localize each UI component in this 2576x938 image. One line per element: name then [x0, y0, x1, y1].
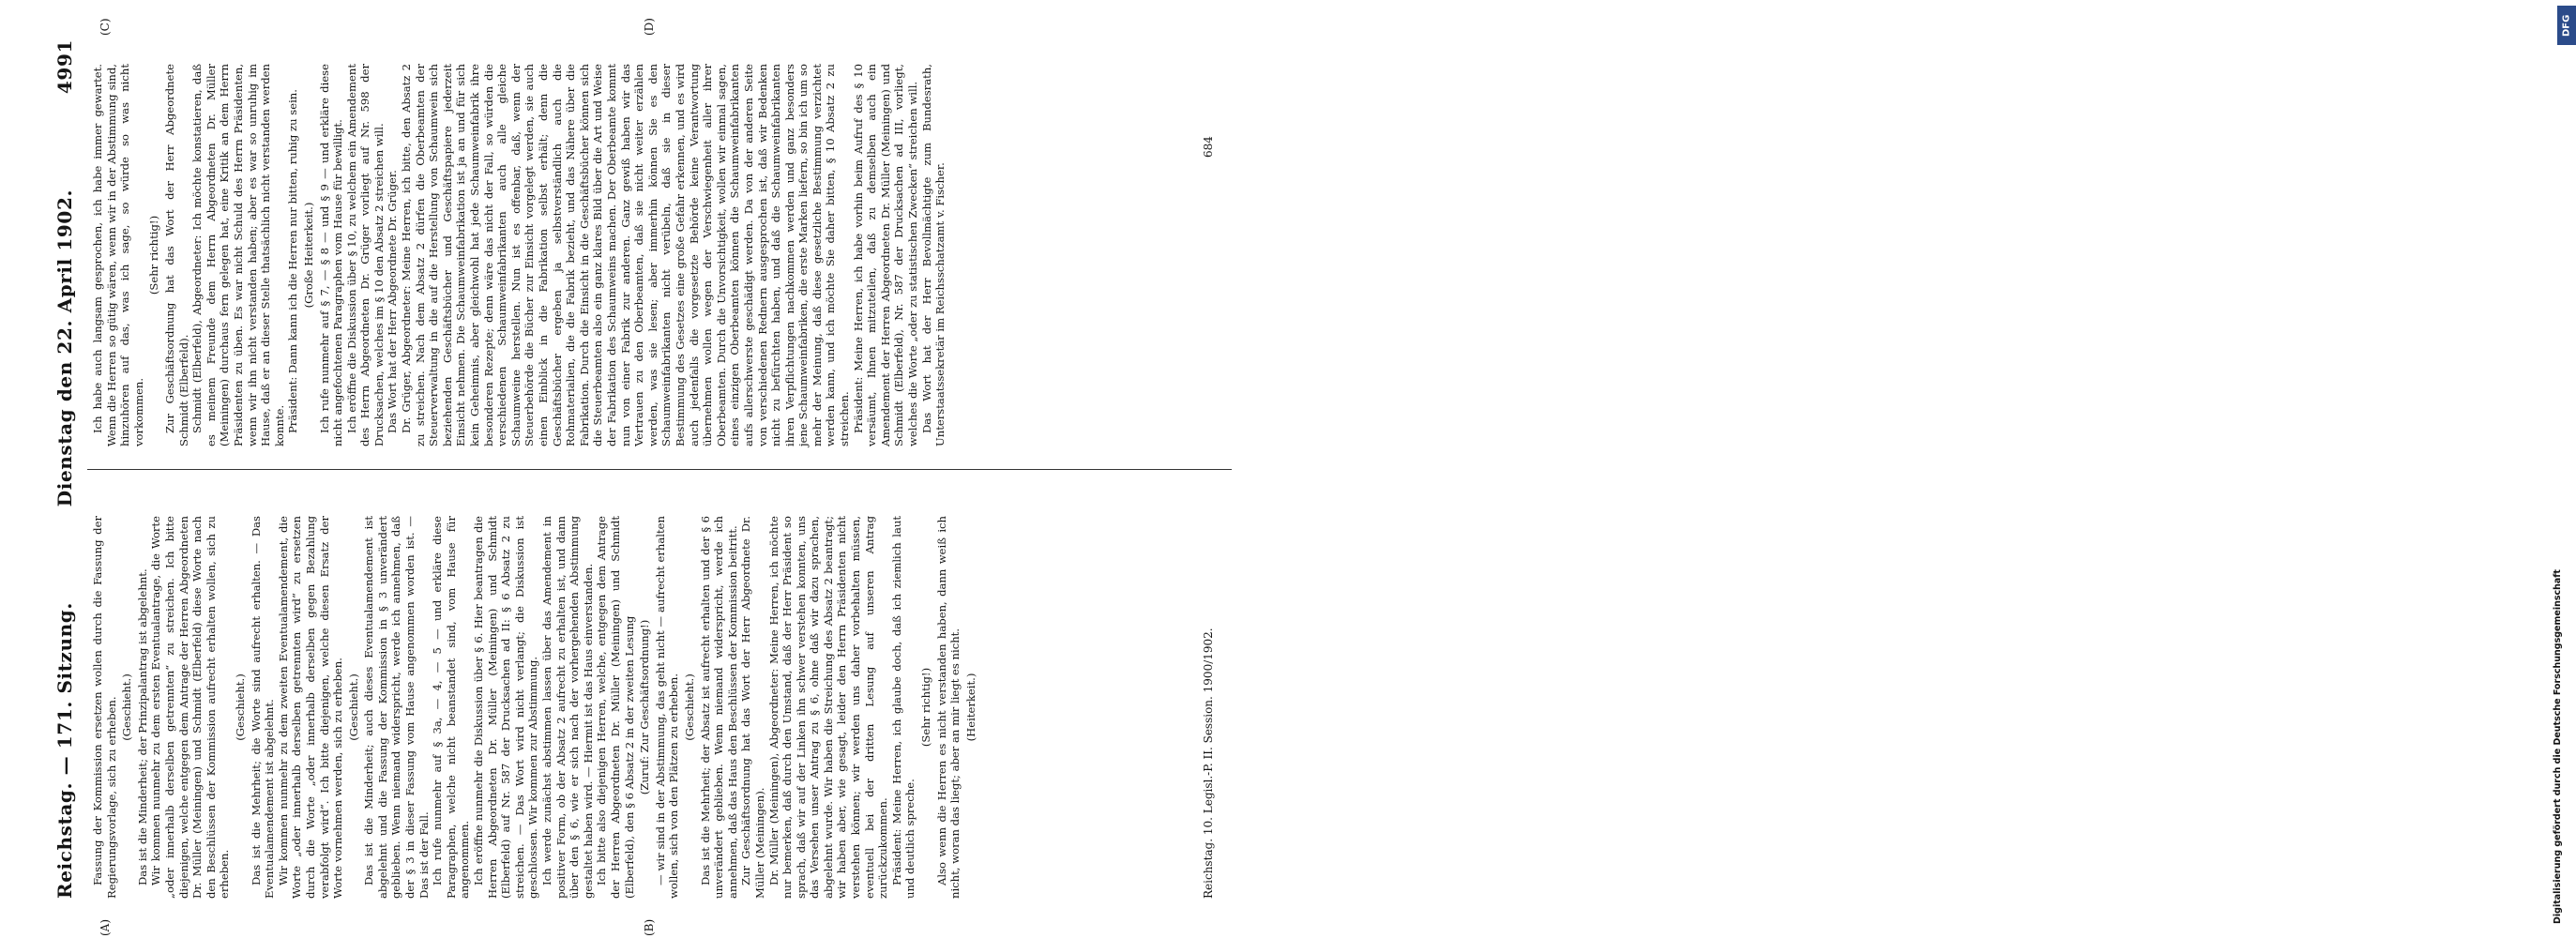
- header-date: Dienstag den 22. April 1902.: [53, 189, 76, 507]
- paragraph: Das ist die Mehrheit; der Absatz ist aufrecht erhalten und der § 6 unverändert geblieben. Wenn niemand widerspricht, werde ich annehmen, daß das Haus den Beschlüssen der Kommission beitritt.: [698, 516, 739, 899]
- paragraph: Ich bitte also diejenigen Herren, welche, entgegen dem Antrage der Herren Abgeordneten Dr. Müller (Meiningen) und Schmidt (Elberfeld), den § 6 Absatz 2 in der zweiten Lesung: [595, 516, 636, 899]
- paragraph: Fassung der Kommission ersetzen wollen durch die Fassung der Regierungsvorlage, sich zu erheben.: [91, 516, 118, 899]
- interjection: (Geschieht.): [346, 673, 360, 741]
- paragraph: Ich eröffne die Diskussion über § 10, zu welchem ein Amendement des Herrn Abgeordneten Dr. Grüger vorliegt auf Nr. 598 der Drucksachen, welches im § 10 den Absatz 2 streichen will.: [344, 64, 386, 446]
- column-divider: [87, 469, 1232, 470]
- margin-marker-c: (C): [98, 18, 112, 36]
- paragraph: Ich habe auch langsam gesprochen, ich habe immer gewartet. Wenn die Herren so gütig wären, wenn wir in der Abstimmung sind, hinzuhören auf das, was ich sage, so würde so was nicht vorkommen.: [91, 64, 145, 446]
- paragraph: Ich rufe nunmehr auf § 7, — § 8 — und § 9 — und erkläre diese nicht angefochtenen Paragraphen vom Hause für bewilligt.: [317, 64, 345, 446]
- paragraph: Das ist die Minderheit; der Prinzipalantrag ist abgelehnt.: [135, 568, 149, 885]
- paragraph: Wir kommen nunmehr zu dem zweiten Eventualamendement, die Worte „oder innerhalb derselben getrennten wird“ zu ersetzen durch die Worte „oder innerhalb derselben gegen Bezahlung verabfolgt wird“. Ich bitte diejenigen, welche diesen Ersatz der Worte vornehmen werden, sich zu erheben.: [276, 516, 345, 899]
- interjection: (Große Heiterkeit.): [301, 202, 315, 309]
- header-left: Reichstag. — 171. Sitzung.: [53, 602, 76, 899]
- left-column: [91, 516, 1184, 899]
- paragraph: Ich eröffne nunmehr die Diskussion über § 6. Hier beantragen die Herren Abgeordneten Dr. Müller (Meiningen) und Schmidt (Elberfeld) auf Nr. 587 der Drucksachen ad II: § 6 Absatz 2 zu streichen. — Das Wort wird nicht verlangt; die Diskussion ist geschlossen. Wir kommen zur Abstimmung.: [472, 516, 540, 899]
- page-header: [42, 39, 76, 899]
- paragraph: — wir sind in der Abstimmung, das geht nicht — aufrecht erhalten wollen, sich von den Plätzen zu erheben.: [653, 516, 681, 899]
- paragraph: Das Wort hat der Herr Abgeordnete Dr. Grüger.: [386, 170, 400, 433]
- paragraph: Präsident: Meine Herren, ich habe vorhin beim Aufruf des § 10 versäumt, Ihnen mitzuteilen, daß zu demselben auch ein Amendement der Herren Abgeordneten Dr. Müller (Meiningen) und Schmidt (Elberfeld), Nr. 587 der Drucksachen ad III, vorliegt, welches die Worte „oder zu statistischen Zwecken“ streichen will.: [851, 64, 920, 446]
- interjection: (Heiterkeit.): [963, 673, 977, 742]
- paragraph: Das Wort hat der Herr Bevollmächtigte zum Bundesrath, Unterstaatssekretär im Reichsschatzamt v. Fischer.: [919, 64, 947, 446]
- margin-marker-a: (A): [98, 918, 112, 936]
- digitization-sidebar: [1272, 0, 2572, 938]
- page-number: 4991: [53, 39, 76, 95]
- interjection: (Geschieht.): [233, 673, 247, 741]
- digitization-note: Digitalisierung gefördert durch die Deutsche Forschungsgemeinschaft: [2553, 569, 2563, 924]
- margin-marker-d: (D): [643, 18, 656, 36]
- paragraph: Zur Geschäftsordnung hat das Wort der Herr Abgeordnete Schmidt (Elberfeld).: [162, 64, 190, 446]
- paragraph: Also wenn die Herren es nicht verstanden haben, dann weiß ich nicht, woran das liegt; aber an mir liegt es nicht.: [934, 516, 962, 899]
- interjection: (Geschieht.): [682, 673, 696, 741]
- margin-marker-b: (B): [643, 918, 656, 936]
- footer-session: Reichstag. 10. Legisl.-P. II. Session. 1900/1902.: [1202, 628, 1215, 899]
- paragraph: Dr. Grüger, Abgeordneter: Meine Herren, ich bitte, den Absatz 2 zu streichen. Nach dem Absatz 2 dürfen die Oberbeamten der Steuerverwaltung in die auf die Herstellung von Schaumwein sich beziehenden Geschäftsbücher und Geschäftspapiere jederzeit Einsicht nehmen. Die Schaumweinfabrikation ist ja an und für sich kein Geheimnis, aber gleichwohl hat jede Schaumweinfabrik ihre besonderen Rezepte; denn wäre das nicht der Fall, so würden die verschiedenen Schaumweinfabrikanten auch alle gleiche Schaumweine herstellen. Nun ist es offenbar, daß, wenn der Steuerbehörde die Bücher zur Einsicht vorgelegt werden, sie auch einen Einblick in die Fabrikation selbst erhält; denn die Geschäftsbücher ergeben ja selbstverständlich auch die Rohmaterialien, die die Fabrik bezieht, und das Nähere über die Fabrikation. Durch die Einsicht in die Geschäftsbücher können sich die Steuerbeamten also ein ganz klares Bild über die Art und Weise der Fabrikation des Schaumweins machen. Der Oberbeamte kommt nun von einer Fabrik zur anderen. Ganz gewiß haben wir das Vertrauen zu den Oberbeamten, daß sie nicht weiter erzählen werden, was sie lesen; aber immerhin können Sie es den Schaumweinfabrikanten nicht verübeln, daß sie in dieser Bestimmung des Gesetzes eine große Gefahr erkennen, und es wird auch jedenfalls die vorgesetzte Behörde keine Verantwortung übernehmen wollen wegen der Verschwiegenheit aller ihrer Oberbeamten. Durch die Unvorsichtigkeit, wollen wir einmal sagen, eines einzigen Oberbeamten können die Schaumweinfabrikanten aufs allerschwerste geschädigt werden. Da von der anderen Seite von verschiedenen Rednern ausgesprochen ist, daß wir Bedenken nicht zu befürchten haben, und daß die Schaumweinfabrikanten ihren Verpflichtungen nachkommen werden und ganz besonders jene Schaumweinfabriken, die erste Marken liefern, so bin ich um so mehr der Meinung, daß diese gesetzliche Bestimmung verzichtet werden kann, und ich möchte Sie daher bitten, § 10 Absatz 2 zu streichen.: [400, 64, 852, 446]
- interjection: (Sehr richtig!): [147, 215, 161, 295]
- interjection: (Geschieht.): [120, 673, 134, 741]
- paragraph: Wir kommen nunmehr zu dem ersten Eventualantrage, die Worte „oder innerhalb derselben getrennten“ zu streichen. Ich bitte diejenigen, welche entgegen dem Antrage der Herren Abgeordneten Dr. Müller (Meiningen) und Schmidt (Elberfeld) diese Worte nach den Beschlüssen der Kommission aufrecht erhalten wollen, sich zu erheben.: [149, 516, 232, 899]
- paragraph: Schmidt (Elberfeld), Abgeordneter: Ich möchte konstatieren, daß es meinem Freunde dem Herrn Abgeordneten Dr. Müller (Meiningen) durchaus fern gelegen hat, eine Kritik an dem Herrn Präsidenten zu üben. Es war nicht Schuld des Herrn Präsidenten, wenn wir ihn nicht verstanden haben; aber es war so unruhig im Hause, daß er an dieser Stelle thatsächlich nicht verstanden werden konnte.: [190, 64, 286, 446]
- right-column: [91, 64, 1184, 446]
- footer-number: 684: [1202, 136, 1215, 158]
- paragraph: Ich rufe nunmehr auf § 3a, — 4, — 5 — und erkläre diese Paragraphen, welche nicht beanstandet sind, vom Hause für angenommen.: [431, 516, 472, 899]
- dfg-logo-icon: DFG: [2557, 6, 2576, 45]
- paragraph: Zur Geschäftsordnung hat das Wort der Herr Abgeordnete Dr. Müller (Meiningen).: [739, 516, 766, 899]
- paragraph: Das ist die Mehrheit; die Worte sind aufrecht erhalten. — Das Eventualamendement ist abgelehnt.: [249, 516, 277, 899]
- paragraph: Präsident: Dann kann ich die Herren nur bitten, ruhig zu sein.: [286, 89, 300, 433]
- interjection: (Sehr richtig!): [919, 667, 933, 748]
- paragraph: Das ist die Minderheit; auch dieses Eventualamendement ist abgelehnt und die Fassung der Kommission in § 3 unverändert geblieben. Wenn niemand widerspricht, werde ich annehmen, daß der § 3 in dieser Fassung vom Hause angenommen worden ist. — Das ist der Fall.: [362, 516, 431, 899]
- paragraph: Ich werde zunächst abstimmen lassen über das Amendement in positiver Form, ob der Absatz 2 aufrecht zu erhalten ist, und dann über den § 6, wie er sich nach der vorhergehenden Abstimmung gestaltet haben wird. — Hiermit ist das Haus einverstanden.: [540, 516, 595, 899]
- paragraph: Dr. Müller (Meiningen), Abgeordneter: Meine Herren, ich möchte nur bemerken, daß durch den Umstand, daß der Herr Präsident so sprach, daß wir auf der Linken ihn schwer verstehen konnten, uns das Versehen unser Antrag zu § 6, ohne daß wir dazu sprachen, abgelehnt wurde. Wir haben die Streichung des Absatz 2 beantragt; wir haben aber, wie gesagt, leider den Herrn Präsidenten nicht verstehen können; wir werden uns daher vorbehalten müssen, eventuell bei der dritten Lesung auf unseren Antrag zurückzukommen.: [766, 516, 890, 899]
- rotated-page: [42, 18, 1290, 936]
- interjection: (Zuruf: Zur Geschäftsordnung!): [638, 619, 652, 795]
- paragraph: Präsident: Meine Herren, ich glaube doch, daß ich ziemlich laut und deutlich spreche.: [889, 516, 917, 899]
